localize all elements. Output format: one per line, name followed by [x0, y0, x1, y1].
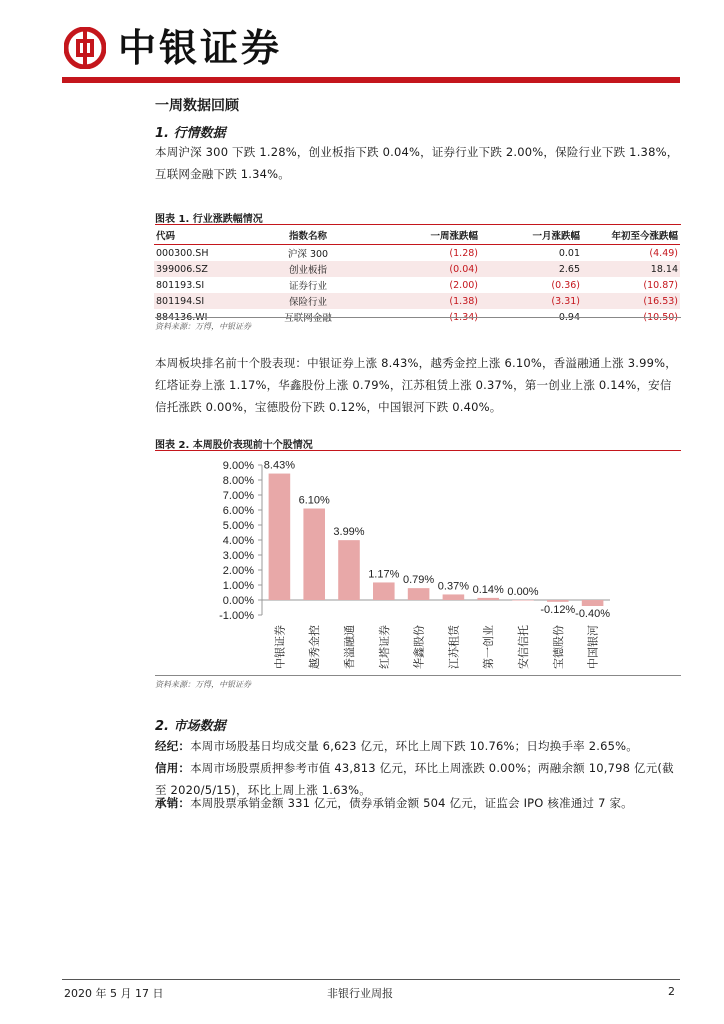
bar — [338, 540, 360, 600]
chart-bottom-rule — [155, 675, 681, 676]
y-tick-label: 9.00% — [222, 460, 254, 472]
table-row — [154, 293, 680, 309]
y-tick-label: -1.00% — [219, 610, 254, 622]
table-row — [154, 277, 680, 293]
cell-index: 创业板指 — [244, 261, 372, 277]
y-tick-label: 3.00% — [222, 550, 254, 562]
market-brokerage-label: 经纪： — [155, 739, 191, 753]
data-label: -0.40% — [575, 608, 611, 620]
col-header-code: 代码 — [154, 226, 244, 245]
market-credit-text: 本周市场股票质押参考市值 43,813 亿元，环比上周涨跌 0.00%；两融余额 10,798 亿元(截至 2020/5/15)，环比上周上涨 1.63%。 — [155, 761, 674, 797]
bar — [443, 594, 465, 600]
section-title: 一周数据回顾 — [155, 98, 239, 114]
category-label: 江苏租赁 — [447, 625, 461, 669]
market-brokerage — [155, 735, 681, 757]
y-tick-label: 7.00% — [222, 490, 254, 502]
y-tick-label: 8.00% — [222, 475, 254, 487]
table-row — [154, 245, 680, 262]
col-header-week: 一周涨跌幅 — [372, 226, 480, 245]
cell-index: 保险行业 — [244, 293, 372, 309]
category-label: 红塔证券 — [377, 625, 391, 669]
y-tick-label: 5.00% — [222, 520, 254, 532]
cell-index: 沪深 300 — [287, 249, 329, 260]
subsection-market-quotes: 1. 行情数据 — [155, 126, 226, 141]
cell-month: 2.65 — [480, 261, 582, 277]
cell-code: 399006.SZ — [154, 261, 244, 277]
table-row — [154, 261, 680, 277]
y-tick-label: 1.00% — [222, 580, 254, 592]
col-header-ytd: 年初至今涨跌幅 — [582, 226, 680, 245]
cell-ytd: (10.87) — [643, 279, 678, 291]
market-underwriting-text: 本周股票承销金额 331 亿元，债券承销金额 504 亿元，证监会 IPO 核准通过 7 家。 — [190, 796, 633, 810]
subsection-market-data: 2. 市场数据 — [155, 719, 226, 734]
category-label: 安信信托 — [517, 625, 530, 669]
data-label: 8.43% — [263, 459, 296, 472]
data-label: 1.17% — [368, 568, 400, 581]
data-label: -0.12% — [540, 603, 576, 616]
bar — [303, 509, 325, 601]
header-rule — [62, 77, 680, 83]
footer-rule — [62, 979, 680, 980]
y-tick-label: 2.00% — [222, 565, 254, 577]
bar — [408, 588, 430, 600]
bar — [477, 598, 499, 600]
paragraph-index-summary: 本周沪深 300 下跌 1.28%，创业板指下跌 0.04%，证券行业下跌 2.00%，保险行业下跌 1.38%，互联网金融下跌 1.34%。 — [155, 145, 679, 181]
y-tick-label: 0.00% — [222, 595, 254, 607]
cell-ytd: (4.49) — [649, 247, 678, 259]
table-top-rule — [155, 224, 681, 225]
data-label: 0.00% — [507, 586, 539, 598]
cell-code: 000300.SH — [156, 247, 209, 259]
cell-code: 801193.SI — [156, 279, 205, 291]
cell-index: 互联网金融 — [284, 313, 332, 324]
cell-ytd: (16.53) — [582, 293, 680, 309]
category-label: 越秀金控 — [308, 625, 322, 669]
cell-ytd: (10.50) — [643, 311, 678, 323]
bank-logo-icon — [64, 27, 106, 69]
footer-report-title: 非银行业周报 — [327, 987, 393, 1000]
paragraph-top10-stocks: 本周板块排名前十个股表现：中银证券上涨 8.43%，越秀金控上涨 6.10%，香溢融通上涨 3.99%，红塔证券上涨 1.17%，华鑫股份上涨 0.79%，江苏租赁上涨 0.37%，第一创业上涨 0.14%，安信信托涨跌 0.00%，宝德股份下跌 0.12%，中国银河下跌 0.40%。 — [155, 356, 677, 414]
y-tick-label: 6.00% — [222, 505, 254, 517]
cell-index: 证券行业 — [288, 281, 327, 292]
cell-code: 884136.WI — [156, 311, 208, 323]
col-header-index: 指数名称 — [244, 226, 372, 245]
table-caption: 图表 1. 行业涨跌幅情况 — [155, 214, 263, 225]
data-label: 0.14% — [472, 583, 504, 596]
footer-page-number: 2 — [668, 985, 675, 998]
footer-date: 2020 年 5 月 17 日 — [64, 987, 164, 1000]
bar — [582, 600, 604, 606]
cell-week: (1.38) — [372, 293, 480, 309]
data-label: 3.99% — [333, 526, 365, 539]
category-label: 华鑫股份 — [412, 625, 426, 669]
market-underwriting-label: 承销： — [155, 796, 191, 810]
cell-week: (2.00) — [449, 279, 478, 291]
market-credit-label: 信用： — [155, 761, 191, 775]
bar — [269, 474, 291, 600]
data-label: 6.10% — [298, 494, 330, 507]
category-label: 宝德股份 — [551, 625, 565, 669]
brand-name: 中银证券 — [118, 25, 283, 70]
y-tick-label: 4.00% — [222, 535, 254, 547]
category-label: 中国银河 — [586, 625, 600, 669]
chart-caption: 图表 2. 本周股价表现前十个股情况 — [155, 440, 313, 451]
bar — [512, 600, 534, 601]
market-underwriting — [155, 792, 681, 814]
bar — [547, 600, 569, 602]
cell-week: (1.28) — [449, 247, 478, 259]
top10-stock-bar-chart — [155, 450, 681, 675]
data-label: 0.79% — [402, 574, 435, 587]
cell-week: (0.04) — [372, 261, 480, 277]
industry-change-table — [154, 226, 680, 325]
market-brokerage-text: 本周市场股基日均成交量 6,623 亿元，环比上周下跌 10.76%；日均换手率 2.65%。 — [190, 739, 638, 753]
col-header-month: 一月涨跌幅 — [480, 226, 582, 245]
cell-month: (0.36) — [551, 279, 580, 291]
category-label: 第一创业 — [482, 625, 496, 669]
cell-month: (3.31) — [480, 293, 582, 309]
table-source: 资料来源：万得，中银证券 — [155, 322, 251, 331]
cell-code: 801194.SI — [154, 293, 244, 309]
category-label: 香溢融通 — [343, 625, 356, 669]
cell-week: (1.34) — [449, 311, 478, 323]
chart-source: 资料来源：万得，中银证券 — [155, 680, 251, 689]
cell-month: 0.94 — [558, 311, 580, 323]
cell-month: 0.01 — [558, 247, 580, 259]
cell-ytd: 18.14 — [582, 261, 680, 277]
data-label: 0.37% — [437, 580, 470, 593]
bar — [373, 582, 395, 600]
category-label: 中银证券 — [273, 625, 287, 669]
table-bottom-rule — [155, 317, 681, 318]
